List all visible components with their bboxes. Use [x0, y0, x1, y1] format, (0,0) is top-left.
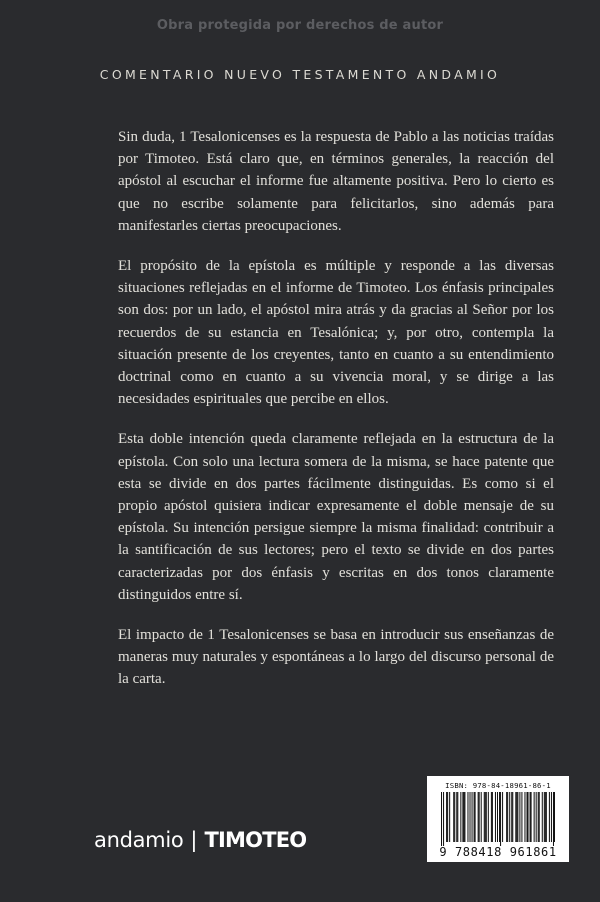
paragraph-4: El impacto de 1 Tesalonicenses se basa en introducir sus enseñanzas de maneras muy naturales y espontáneas a lo largo del discurso personal de la carta.	[118, 627, 554, 688]
barcode-icon	[441, 792, 555, 846]
paragraph-2: El propósito de la epístola es múltiple y responde a las diversas situaciones reflejadas en el informe de Timoteo. Los énfasis principales son dos: por un lado, el apóstol mira atrás y da gracias al Señor por los recuerdos de su estancia en Tesalónica; y, por otro, contempla la situación presente de los creyentes, tanto en cuanto a su entendimiento doctrinal como en cuanto a su vivencia moral, y se dirige a las necesidades espirituales que percibe en ellos.	[118, 258, 554, 408]
paragraph-1: Sin duda, 1 Tesalonicenses es la respuesta de Pablo a las noticias traídas por Timoteo. Está claro que, en términos generales, la reacción del apóstol al escuchar el informe fue altamente positiva. Pero lo cierto es que no escribe solamente para felicitarlos, sino además para manifestarles ciertas preocupaciones.	[118, 129, 554, 234]
publisher-logo	[94, 826, 306, 854]
publisher-name-andamio: andamio	[94, 828, 184, 852]
watermark-top: Obra protegida por derechos de autor	[156, 18, 444, 33]
back-cover-text	[118, 126, 554, 709]
paragraph-3: Esta doble intención queda claramente reflejada en la estructura de la epístola. Con solo una lectura somera de la misma, se hace patente que esta se divide en dos partes fácilmente distinguidas. Es como si el propio apóstol quisiera indicar expresamente el doble mensaje de su epístola. Su intención persigue siempre la misma finalidad: contribuir a la santificación de sus lectores; pero el texto se divide en dos partes caracterizadas por dos énfasis y escritas en dos tonos claramente distinguidos entre sí.	[118, 431, 554, 603]
isbn-label: ISBN: 978-84-18961-86-1	[445, 781, 551, 790]
series-title: COMENTARIO NUEVO TESTAMENTO ANDAMIO	[99, 67, 501, 82]
publisher-separator: |	[190, 828, 198, 852]
publisher-name-timoteo: TIMOTEO	[204, 828, 307, 852]
barcode-box	[427, 776, 569, 862]
barcode-digits: 9 788418 961861	[439, 845, 557, 859]
